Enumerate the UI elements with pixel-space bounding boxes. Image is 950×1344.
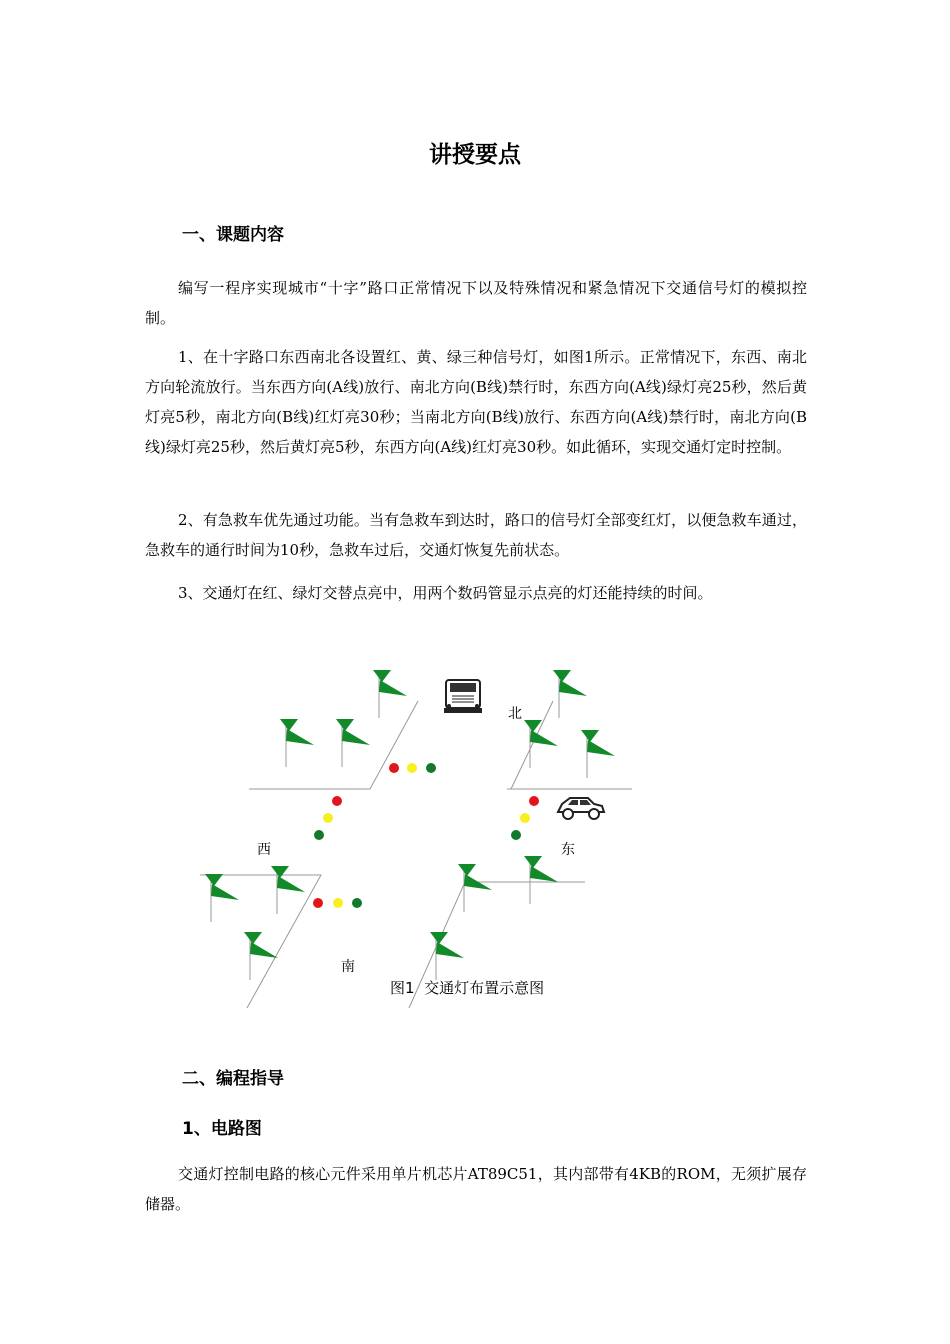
label-north: 北	[508, 706, 522, 722]
car-icon	[558, 798, 604, 819]
traffic-light-west	[314, 796, 342, 840]
label-south: 南	[341, 959, 355, 975]
traffic-light-south	[313, 898, 362, 908]
traffic-light-north	[389, 763, 436, 773]
section-heading-programming: 二、编程指导	[182, 1069, 284, 1089]
flag-icon	[458, 864, 492, 912]
paragraph-circuit: 交通灯控制电路的核心元件采用单片机芯片AT89C51，其内部带有4KB的ROM，无须扩展存储器。	[145, 1165, 807, 1213]
flag-icon	[336, 719, 370, 767]
paragraph-item-3: 3、交通灯在红、绿灯交替点亮中，用两个数码管显示点亮的灯还能持续的时间。	[178, 584, 713, 602]
flag-icon	[280, 719, 314, 767]
flag-icon	[581, 730, 615, 778]
paragraph-item-2: 2、有急救车优先通过功能。当有急救车到达时，路口的信号灯全部变红灯，以便急救车通过，急救车的通行时间为10秒，急救车过后，交通灯恢复先前状态。	[145, 511, 807, 559]
traffic-light-east	[511, 796, 539, 840]
label-west: 西	[257, 842, 271, 858]
label-east: 东	[561, 842, 575, 858]
paragraph-item-1: 1、在十字路口东西南北各设置红、黄、绿三种信号灯，如图1所示。正常情况下，东西、南北方向轮流放行。当东西方向(A线)放行、南北方向(B线)禁行时，东西方向(A线)绿灯亮25秒，然后黄灯亮5秒，南北方向(B线)红灯亮30秒；当南北方向(B线)放行、东西方向(A线)禁行时，南北方向(B线)绿灯亮25秒，然后黄灯亮5秒，东西方向(A线)红灯亮30秒。如此循环，实现交通灯定时控制。	[145, 348, 807, 456]
figure-caption: 图1 交通灯布置示意图	[390, 979, 545, 997]
truck-icon	[444, 680, 482, 713]
flag-icon	[244, 932, 278, 980]
flag-icon	[430, 932, 464, 980]
subsection-heading-circuit: 1、电路图	[182, 1119, 262, 1139]
flag-icon	[524, 856, 558, 904]
page-title: 讲授要点	[429, 142, 521, 168]
flag-icon	[271, 866, 305, 914]
section-heading-topic: 一、课题内容	[182, 225, 284, 245]
paragraph-intro: 编写一程序实现城市“十字”路口正常情况下以及特殊情况和紧急情况下交通信号灯的模拟控制。	[145, 279, 807, 327]
flag-icon	[205, 874, 239, 922]
flag-icon	[373, 670, 407, 718]
flag-icon	[553, 670, 587, 718]
